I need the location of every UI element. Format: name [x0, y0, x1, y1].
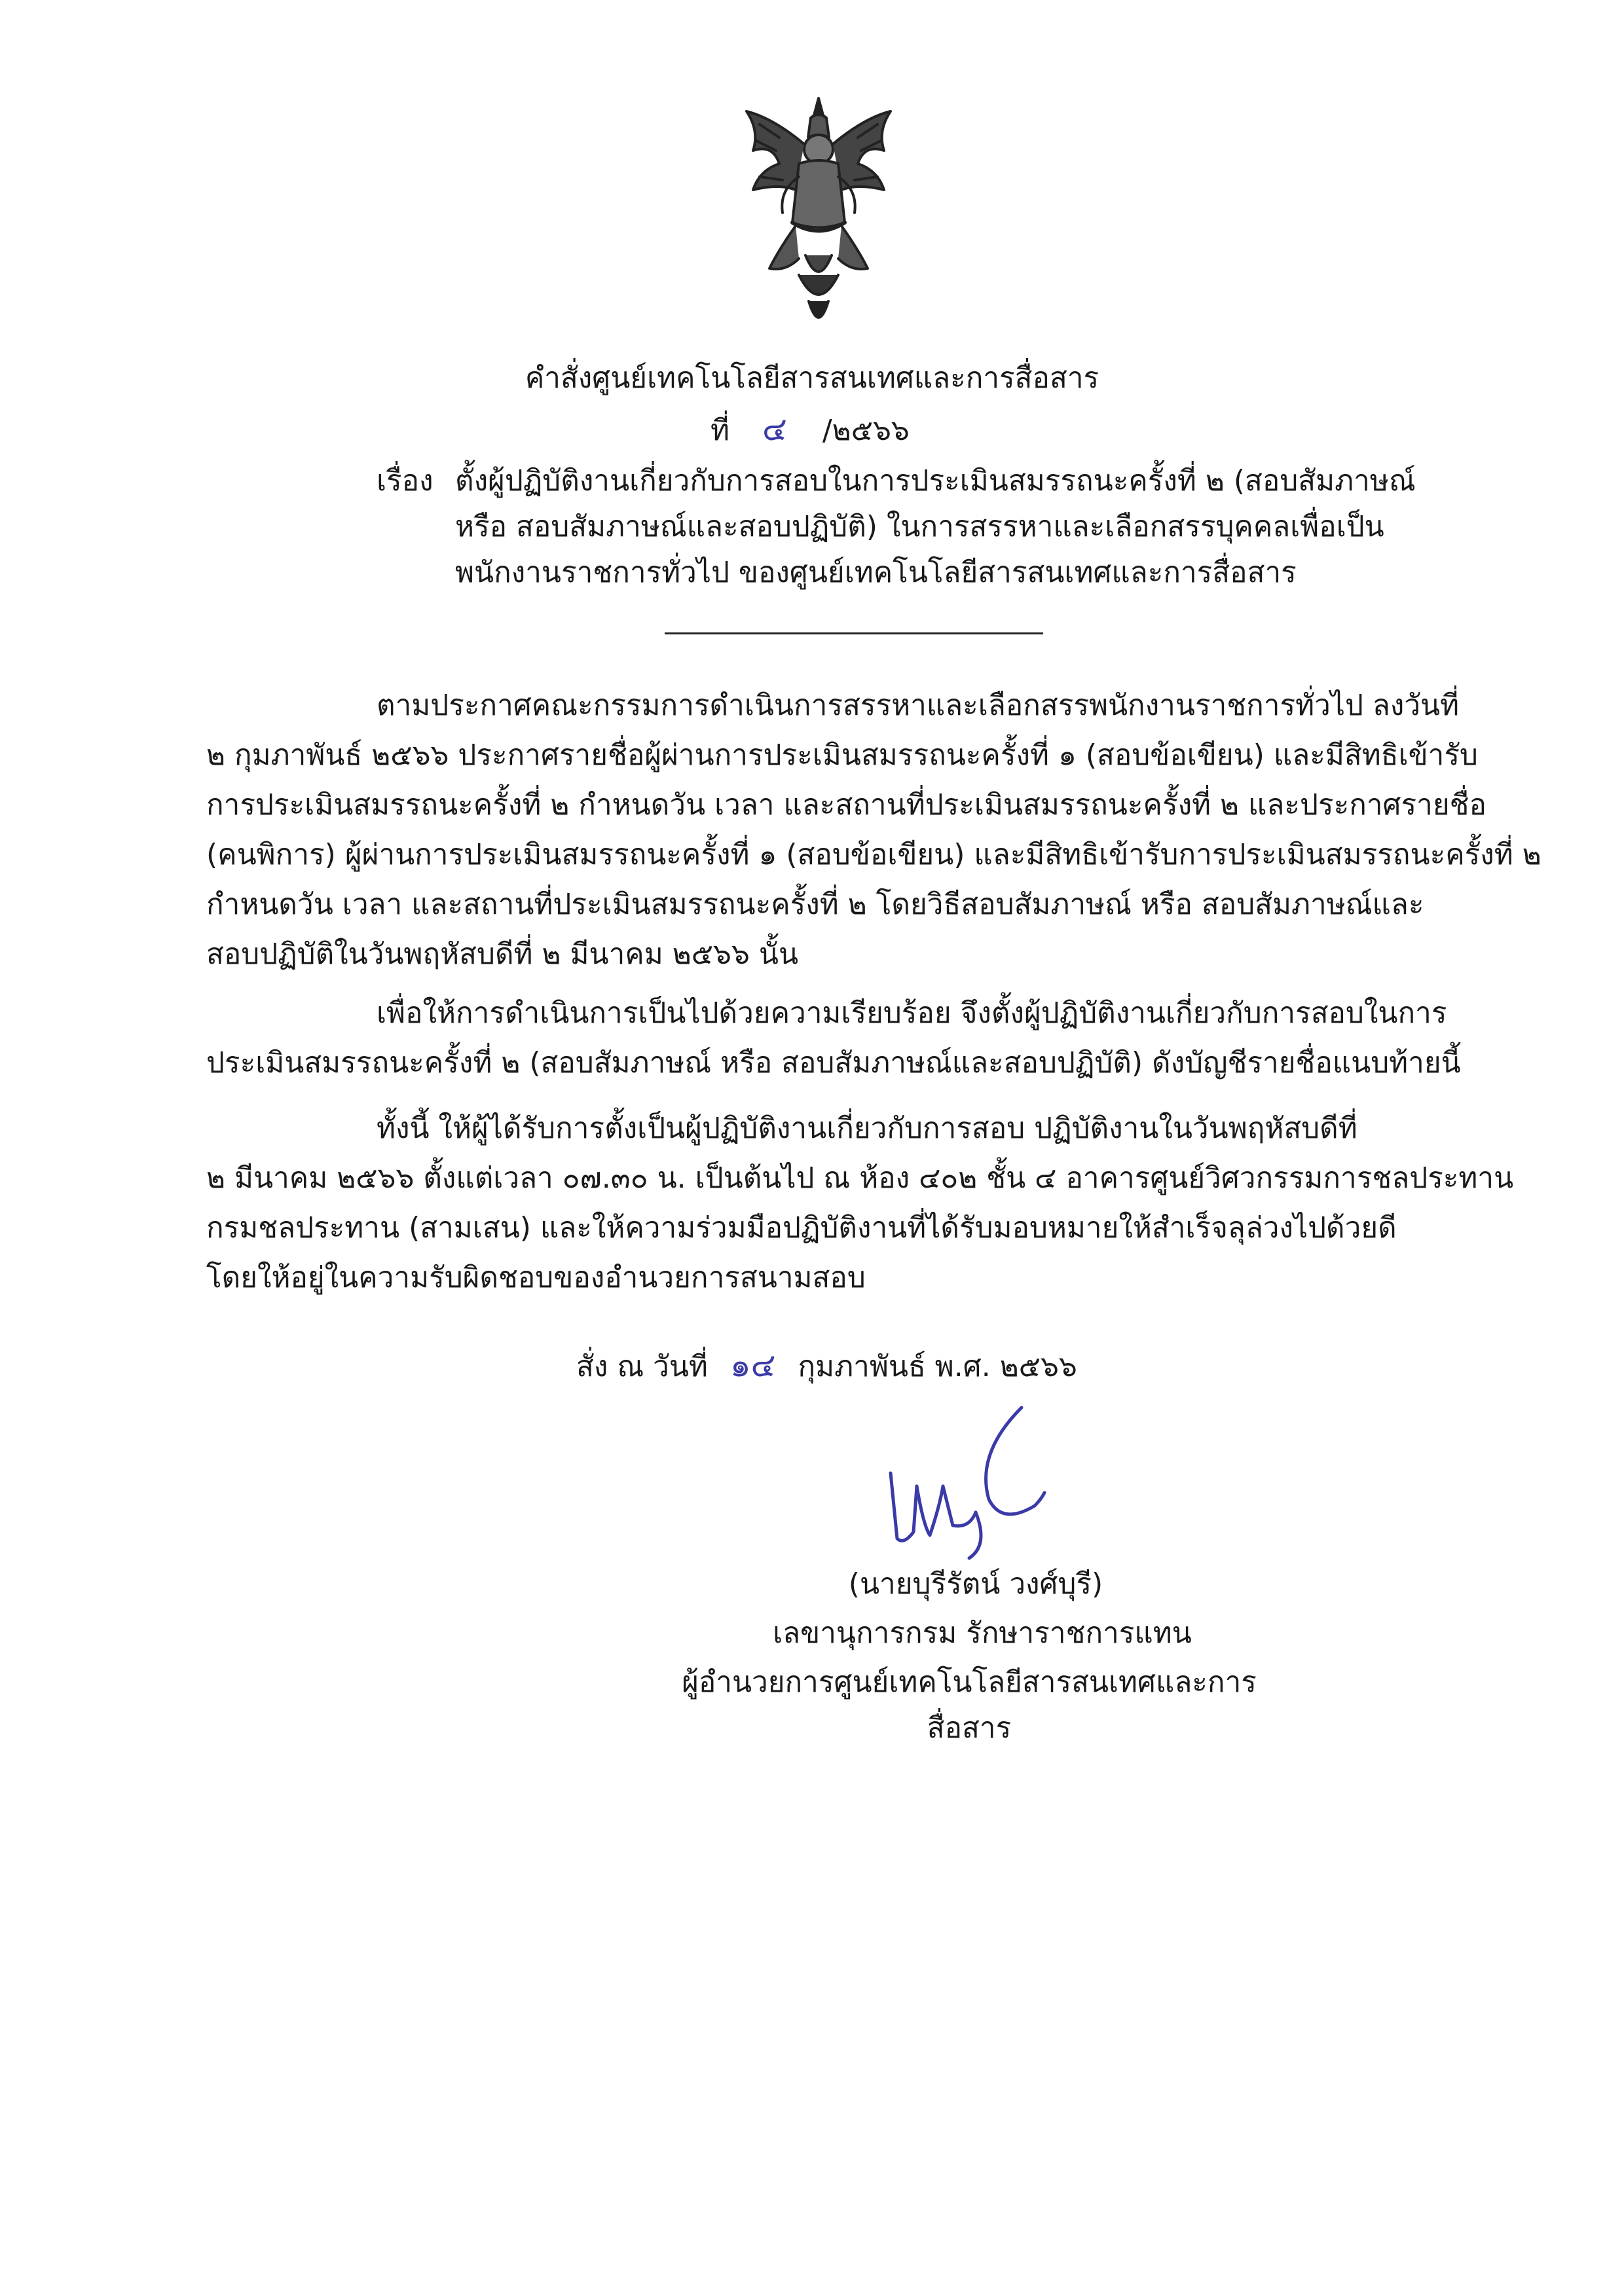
- body-line: กรมชลประทาน (สามเสน) และให้ความร่วมมือปฏิบัติงานที่ได้รับมอบหมายให้สำเร็จลุล่วงไปด้วยดี: [206, 1211, 1397, 1245]
- subject-line: ตั้งผู้ปฏิบัติงานเกี่ยวกับการสอบในการประเมินสมรรถนะครั้งที่ ๒ (สอบสัมภาษณ์: [455, 464, 1416, 498]
- body-paragraph-2: [206, 989, 1460, 1088]
- body-line: ๒ กุมภาพันธ์ ๒๕๖๖ ประกาศรายชื่อผู้ผ่านการประเมินสมรรถนะครั้งที่ ๑ (สอบข้อเขียน) และมีสิทธิเข้ารับ: [206, 738, 1478, 772]
- body-line: สอบปฏิบัติในวันพฤหัสบดีที่ ๒ มีนาคม ๒๕๖๖ นั้น: [206, 938, 799, 971]
- order-date: [576, 1342, 1077, 1390]
- handwritten-signature: [877, 1394, 1074, 1565]
- body-paragraph-3: [206, 1104, 1514, 1303]
- order-number-prefix: ที่: [710, 414, 730, 447]
- date-month-year: กุมภาพันธ์ พ.ศ. ๒๕๖๖: [798, 1350, 1077, 1383]
- body-line: ประเมินสมรรถนะครั้งที่ ๒ (สอบสัมภาษณ์ หรือ สอบสัมภาษณ์และสอบปฏิบัติ) ดังบัญชีรายชื่อแนบท้ายนี้: [206, 1046, 1461, 1080]
- order-number-handwritten: ๔: [762, 410, 787, 448]
- divider-line: [665, 632, 1043, 634]
- subject-label: เรื่อง: [377, 464, 434, 498]
- date-prefix: สั่ง ณ วันที่: [576, 1350, 708, 1383]
- garuda-emblem-icon: [733, 92, 904, 340]
- date-day-handwritten: ๑๔: [729, 1346, 776, 1384]
- subject-lines: [455, 458, 1416, 596]
- subject-line: พนักงานราชการทั่วไป ของศูนย์เทคโนโลยีสารสนเทศและการสื่อสาร: [455, 556, 1297, 589]
- order-number-line: [710, 409, 910, 450]
- body-line: ตามประกาศคณะกรรมการดำเนินการสรรหาและเลือกสรรพนักงานราชการทั่วไป ลงวันที่: [377, 689, 1460, 722]
- order-number-suffix: /๒๕๖๖: [822, 414, 910, 447]
- body-line: โดยให้อยู่ในความรับผิดชอบของอำนวยการสนามสอบ: [206, 1261, 866, 1294]
- subject-block: [377, 458, 1416, 596]
- body-line: ทั้งนี้ ให้ผู้ได้รับการตั้งเป็นผู้ปฏิบัติงานเกี่ยวกับการสอบ ปฏิบัติงานในวันพฤหัสบดีที่: [377, 1112, 1357, 1145]
- signer-position-1: เลขานุการกรม รักษาราชการแทน: [773, 1616, 1192, 1650]
- body-line: (คนพิการ) ผู้ผ่านการประเมินสมรรถนะครั้งที่ ๑ (สอบข้อเขียน) และมีสิทธิเข้ารับการประเมินสมรรถนะครั้งที่ ๒: [206, 838, 1541, 871]
- body-line: การประเมินสมรรถนะครั้งที่ ๒ กำหนดวัน เวลา และสถานที่ประเมินสมรรถนะครั้งที่ ๒ และประกาศรายชื่อ: [206, 788, 1486, 822]
- signer-position-2: ผู้อำนวยการศูนย์เทคโนโลยีสารสนเทศและการสื่อสาร: [682, 1666, 1257, 1745]
- order-title: คำสั่งศูนย์เทคโนโลยีสารสนเทศและการสื่อสาร: [525, 361, 1099, 395]
- body-line: กำหนดวัน เวลา และสถานที่ประเมินสมรรถนะครั้งที่ ๒ โดยวิธีสอบสัมภาษณ์ หรือ สอบสัมภาษณ์และ: [206, 888, 1424, 921]
- body-line: เพื่อให้การดำเนินการเป็นไปด้วยความเรียบร้อย จึงตั้งผู้ปฏิบัติงานเกี่ยวกับการสอบในการ: [377, 996, 1447, 1030]
- body-paragraph-1: [206, 681, 1541, 979]
- subject-line: หรือ สอบสัมภาษณ์และสอบปฏิบัติ) ในการสรรหาและเลือกสรรบุคคลเพื่อเป็น: [455, 510, 1384, 543]
- body-line: ๒ มีนาคม ๒๕๖๖ ตั้งแต่เวลา ๐๗.๓๐ น. เป็นต้นไป ณ ห้อง ๔๐๒ ชั้น ๔ อาคารศูนย์วิศวกรรมการชลประทาน: [206, 1161, 1514, 1195]
- signer-name: (นายบุรีรัตน์ วงศ์บุรี): [848, 1567, 1103, 1601]
